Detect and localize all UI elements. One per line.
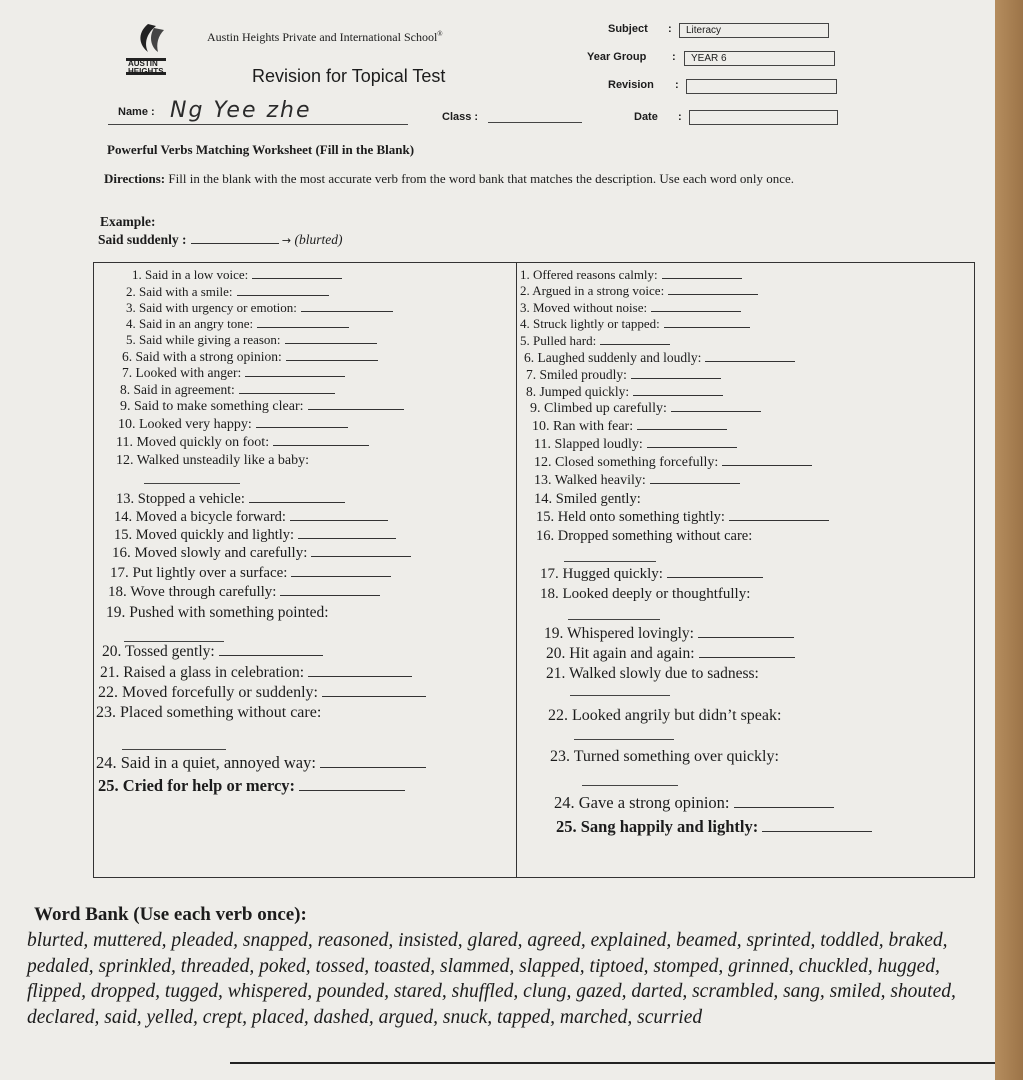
left-question-2: [126, 284, 329, 300]
answer-blank[interactable]: [256, 417, 348, 428]
question-text: 3. Said with urgency or emotion:: [126, 300, 297, 315]
left-question-24: [96, 753, 426, 773]
example-label: Example:: [100, 214, 156, 229]
subject-colon: :: [668, 23, 672, 35]
answer-blank[interactable]: [308, 666, 412, 677]
left-question-6: [122, 349, 378, 365]
left-question-4: [126, 316, 349, 332]
year-group-field[interactable]: YEAR 6: [684, 51, 835, 66]
question-text: 6. Said with a strong opinion:: [122, 349, 282, 364]
question-text: 15. Moved quickly and lightly:: [114, 527, 295, 543]
right-question-24: [554, 793, 834, 813]
answer-blank[interactable]: [631, 368, 721, 379]
page-title: Revision for Topical Test: [252, 66, 446, 86]
directions: Directions: Fill in the blank with the most accurate verb from the word bank that matches the description. Use each word only once.: [104, 171, 795, 186]
subject-label: Subject: [608, 23, 648, 35]
left-question-18: [108, 584, 380, 601]
answer-blank[interactable]: [647, 437, 737, 448]
answer-blank[interactable]: [637, 419, 727, 430]
answer-blank[interactable]: [570, 695, 670, 696]
question-text: 3. Moved without noise:: [520, 300, 648, 315]
right-question-1: [520, 267, 742, 283]
answer-blank[interactable]: [273, 435, 369, 446]
left-question-20: [102, 643, 323, 661]
answer-blank[interactable]: [252, 268, 342, 279]
question-text: 2. Argued in a strong voice:: [520, 283, 665, 298]
question-text: 19. Pushed with something pointed:: [106, 604, 329, 621]
question-text: 7. Looked with anger:: [122, 365, 242, 380]
left-question-17: [110, 565, 391, 582]
left-question-3: [126, 300, 393, 316]
question-text: 21. Walked slowly due to sadness:: [546, 665, 759, 682]
answer-blank[interactable]: [568, 619, 660, 620]
question-text: 19. Whispered lovingly:: [544, 625, 694, 642]
answer-blank[interactable]: [582, 785, 678, 786]
logo-text: AUSTIN HEIGHTS: [128, 59, 164, 76]
question-text: 18. Wove through carefully:: [108, 584, 277, 600]
question-text: 7. Smiled proudly:: [526, 367, 627, 382]
answer-blank[interactable]: [285, 333, 377, 344]
answer-blank[interactable]: [662, 268, 742, 279]
left-question-14: [114, 509, 388, 526]
question-text: 14. Moved a bicycle forward:: [114, 509, 286, 525]
right-question-8: [526, 384, 723, 400]
right-question-6: [524, 350, 795, 366]
question-text: 14. Smiled gently:: [534, 491, 641, 507]
right-question-7: [526, 367, 721, 383]
answer-blank[interactable]: [667, 567, 763, 578]
word-bank-text: blurted, muttered, pleaded, snapped, reasoned, insisted, glared, agreed, explained, beamed, sprinted, toddled, braked, pedaled, sprinkled, threaded, poked, tossed, toasted, slammed, slapped, tiptoed, stomped, grinned, chuckled, hugged, flipped, dropped, tugged, whispered, pounded, stared, shuffled, clung, gazed, darted, scrambled, sang, smiled, shouted, declared, said, yelled, crept, placed, dashed, argued, snuck, tapped, marched, scurried: [27, 930, 956, 1028]
right-question-16: [536, 528, 752, 545]
question-text: 16. Moved slowly and carefully:: [112, 545, 308, 561]
left-question-1: [132, 267, 342, 283]
answer-blank[interactable]: [574, 739, 674, 740]
revision-field[interactable]: [686, 79, 837, 94]
question-text: 13. Walked heavily:: [534, 473, 646, 488]
answer-blank[interactable]: [219, 645, 323, 656]
revision-colon: :: [675, 79, 679, 91]
answer-blank[interactable]: [322, 686, 426, 697]
answer-blank[interactable]: [298, 528, 396, 539]
left-question-21: [100, 664, 412, 682]
question-text: 17. Hugged quickly:: [540, 566, 663, 582]
right-question-19: [544, 625, 794, 643]
answer-blank[interactable]: [664, 317, 750, 328]
question-text: 23. Placed something without care:: [96, 704, 322, 721]
question-text: 22. Moved forcefully or suddenly:: [98, 684, 318, 701]
answer-blank[interactable]: [729, 510, 829, 521]
question-text: 10. Ran with fear:: [532, 419, 634, 434]
date-colon: :: [678, 111, 682, 123]
question-text: 1. Offered reasons calmly:: [520, 267, 658, 282]
right-question-2: [520, 283, 758, 299]
answer-blank[interactable]: [237, 285, 329, 296]
left-question-16: [112, 545, 411, 562]
question-table: [93, 262, 975, 878]
question-text: 12. Walked unsteadily like a baby:: [116, 453, 310, 468]
left-question-15: [114, 527, 396, 544]
answer-blank[interactable]: [239, 383, 335, 394]
question-text: 8. Said in agreement:: [120, 382, 235, 397]
question-text: 23. Turned something over quickly:: [550, 748, 779, 765]
question-text: 1. Said in a low voice:: [132, 267, 249, 282]
answer-blank[interactable]: [257, 317, 349, 328]
example-line: Said suddenly : → (blurted): [98, 232, 343, 247]
right-question-18: [540, 586, 750, 603]
word-bank-title: Word Bank (Use each verb once):: [34, 904, 307, 925]
answer-blank[interactable]: [600, 334, 670, 345]
question-text: 11. Slapped loudly:: [534, 437, 643, 452]
answer-blank[interactable]: [311, 546, 411, 557]
left-question-10: [118, 417, 348, 433]
left-question-22: [98, 684, 426, 702]
answer-blank[interactable]: [291, 566, 391, 577]
right-question-15: [536, 509, 829, 526]
right-question-14: [534, 491, 641, 508]
date-label: Date: [634, 111, 658, 123]
question-text: 2. Said with a smile:: [126, 284, 233, 299]
left-question-19: [106, 604, 329, 622]
answer-blank[interactable]: [698, 627, 794, 638]
question-text: 15. Held onto something tightly:: [536, 509, 725, 525]
left-question-9: [120, 399, 404, 415]
left-question-11: [116, 435, 369, 451]
name-handwritten[interactable]: Ng Yee zhe: [170, 98, 312, 123]
right-question-23: [550, 748, 779, 766]
question-text: 5. Said while giving a reason:: [126, 332, 281, 347]
answer-blank[interactable]: [301, 301, 393, 312]
left-question-8: [120, 382, 335, 398]
answer-blank[interactable]: [722, 455, 812, 466]
answer-blank[interactable]: [320, 757, 426, 768]
question-text: 11. Moved quickly on foot:: [116, 435, 270, 450]
right-question-17: [540, 566, 763, 583]
worksheet-title: Powerful Verbs Matching Worksheet (Fill in the Blank): [107, 142, 415, 157]
answer-blank[interactable]: [651, 301, 741, 312]
right-question-5: [520, 333, 670, 349]
answer-blank[interactable]: [564, 561, 656, 562]
right-question-20: [546, 645, 795, 663]
question-text: 18. Looked deeply or thoughtfully:: [540, 586, 751, 602]
left-question-13: [116, 491, 345, 508]
right-question-12: [534, 455, 812, 471]
question-text: 9. Said to make something clear:: [120, 399, 304, 414]
question-text: 5. Pulled hard:: [520, 333, 597, 348]
left-question-7: [122, 365, 345, 381]
right-question-22: [548, 707, 781, 725]
question-text: 21. Raised a glass in celebration:: [100, 664, 305, 681]
question-text: 25. Sang happily and lightly:: [556, 817, 759, 836]
class-field[interactable]: [488, 122, 582, 123]
class-label: Class :: [442, 111, 479, 123]
right-question-25: [556, 817, 872, 837]
column-divider: [516, 263, 517, 877]
question-text: 9. Climbed up carefully:: [530, 401, 667, 416]
right-question-4: [520, 316, 750, 332]
answer-blank[interactable]: [762, 821, 872, 832]
right-question-21: [546, 665, 759, 683]
left-question-25: [98, 776, 405, 796]
question-text: 20. Hit again and again:: [546, 645, 695, 662]
right-question-11: [534, 437, 737, 453]
year-group-colon: :: [672, 51, 676, 63]
school-name: Austin Heights Private and International School®: [207, 30, 443, 44]
answer-blank[interactable]: [671, 401, 761, 412]
question-text: 24. Gave a strong opinion:: [554, 793, 730, 812]
year-group-label: Year Group: [587, 51, 647, 63]
school-logo: [118, 22, 188, 80]
question-text: 4. Struck lightly or tapped:: [520, 316, 660, 331]
question-text: 12. Closed something forcefully:: [534, 455, 719, 470]
table-edge: [230, 1062, 1023, 1064]
question-text: 22. Looked angrily but didn’t speak:: [548, 707, 782, 724]
left-question-5: [126, 332, 377, 348]
right-question-3: [520, 300, 741, 316]
answer-blank[interactable]: [286, 350, 378, 361]
name-label: Name :: [118, 106, 155, 118]
answer-blank[interactable]: [124, 641, 224, 642]
question-text: 17. Put lightly over a surface:: [110, 565, 288, 581]
question-text: 8. Jumped quickly:: [526, 384, 630, 399]
answer-blank[interactable]: [299, 780, 405, 791]
answer-blank[interactable]: [280, 585, 380, 596]
question-text: 10. Looked very happy:: [118, 417, 252, 432]
answer-blank[interactable]: [144, 483, 240, 484]
name-line: [108, 124, 408, 125]
subject-field[interactable]: Literacy: [679, 23, 829, 38]
question-text: 4. Said in an angry tone:: [126, 316, 254, 331]
question-text: 20. Tossed gently:: [102, 643, 215, 660]
date-field[interactable]: [689, 110, 838, 125]
question-text: 6. Laughed suddenly and loudly:: [524, 350, 702, 365]
answer-blank[interactable]: [122, 749, 226, 750]
answer-blank[interactable]: [699, 647, 795, 658]
answer-blank[interactable]: [633, 385, 723, 396]
answer-blank[interactable]: [734, 797, 834, 808]
answer-blank[interactable]: [668, 284, 758, 295]
question-text: 16. Dropped something without care:: [536, 528, 753, 544]
question-text: 24. Said in a quiet, annoyed way:: [96, 753, 316, 772]
answer-blank[interactable]: [308, 399, 404, 410]
right-question-10: [532, 419, 727, 435]
right-question-13: [534, 473, 740, 489]
answer-blank[interactable]: [245, 366, 345, 377]
answer-blank[interactable]: [650, 473, 740, 484]
question-text: 25. Cried for help or mercy:: [98, 776, 296, 795]
wood-table: [995, 0, 1023, 1080]
answer-blank[interactable]: [705, 351, 795, 362]
left-question-12: [116, 453, 309, 469]
question-text: 13. Stopped a vehicle:: [116, 491, 245, 507]
answer-blank[interactable]: [249, 492, 345, 503]
left-question-23: [96, 704, 321, 722]
revision-label: Revision: [608, 79, 654, 91]
right-question-9: [530, 401, 761, 417]
answer-blank[interactable]: [290, 510, 388, 521]
